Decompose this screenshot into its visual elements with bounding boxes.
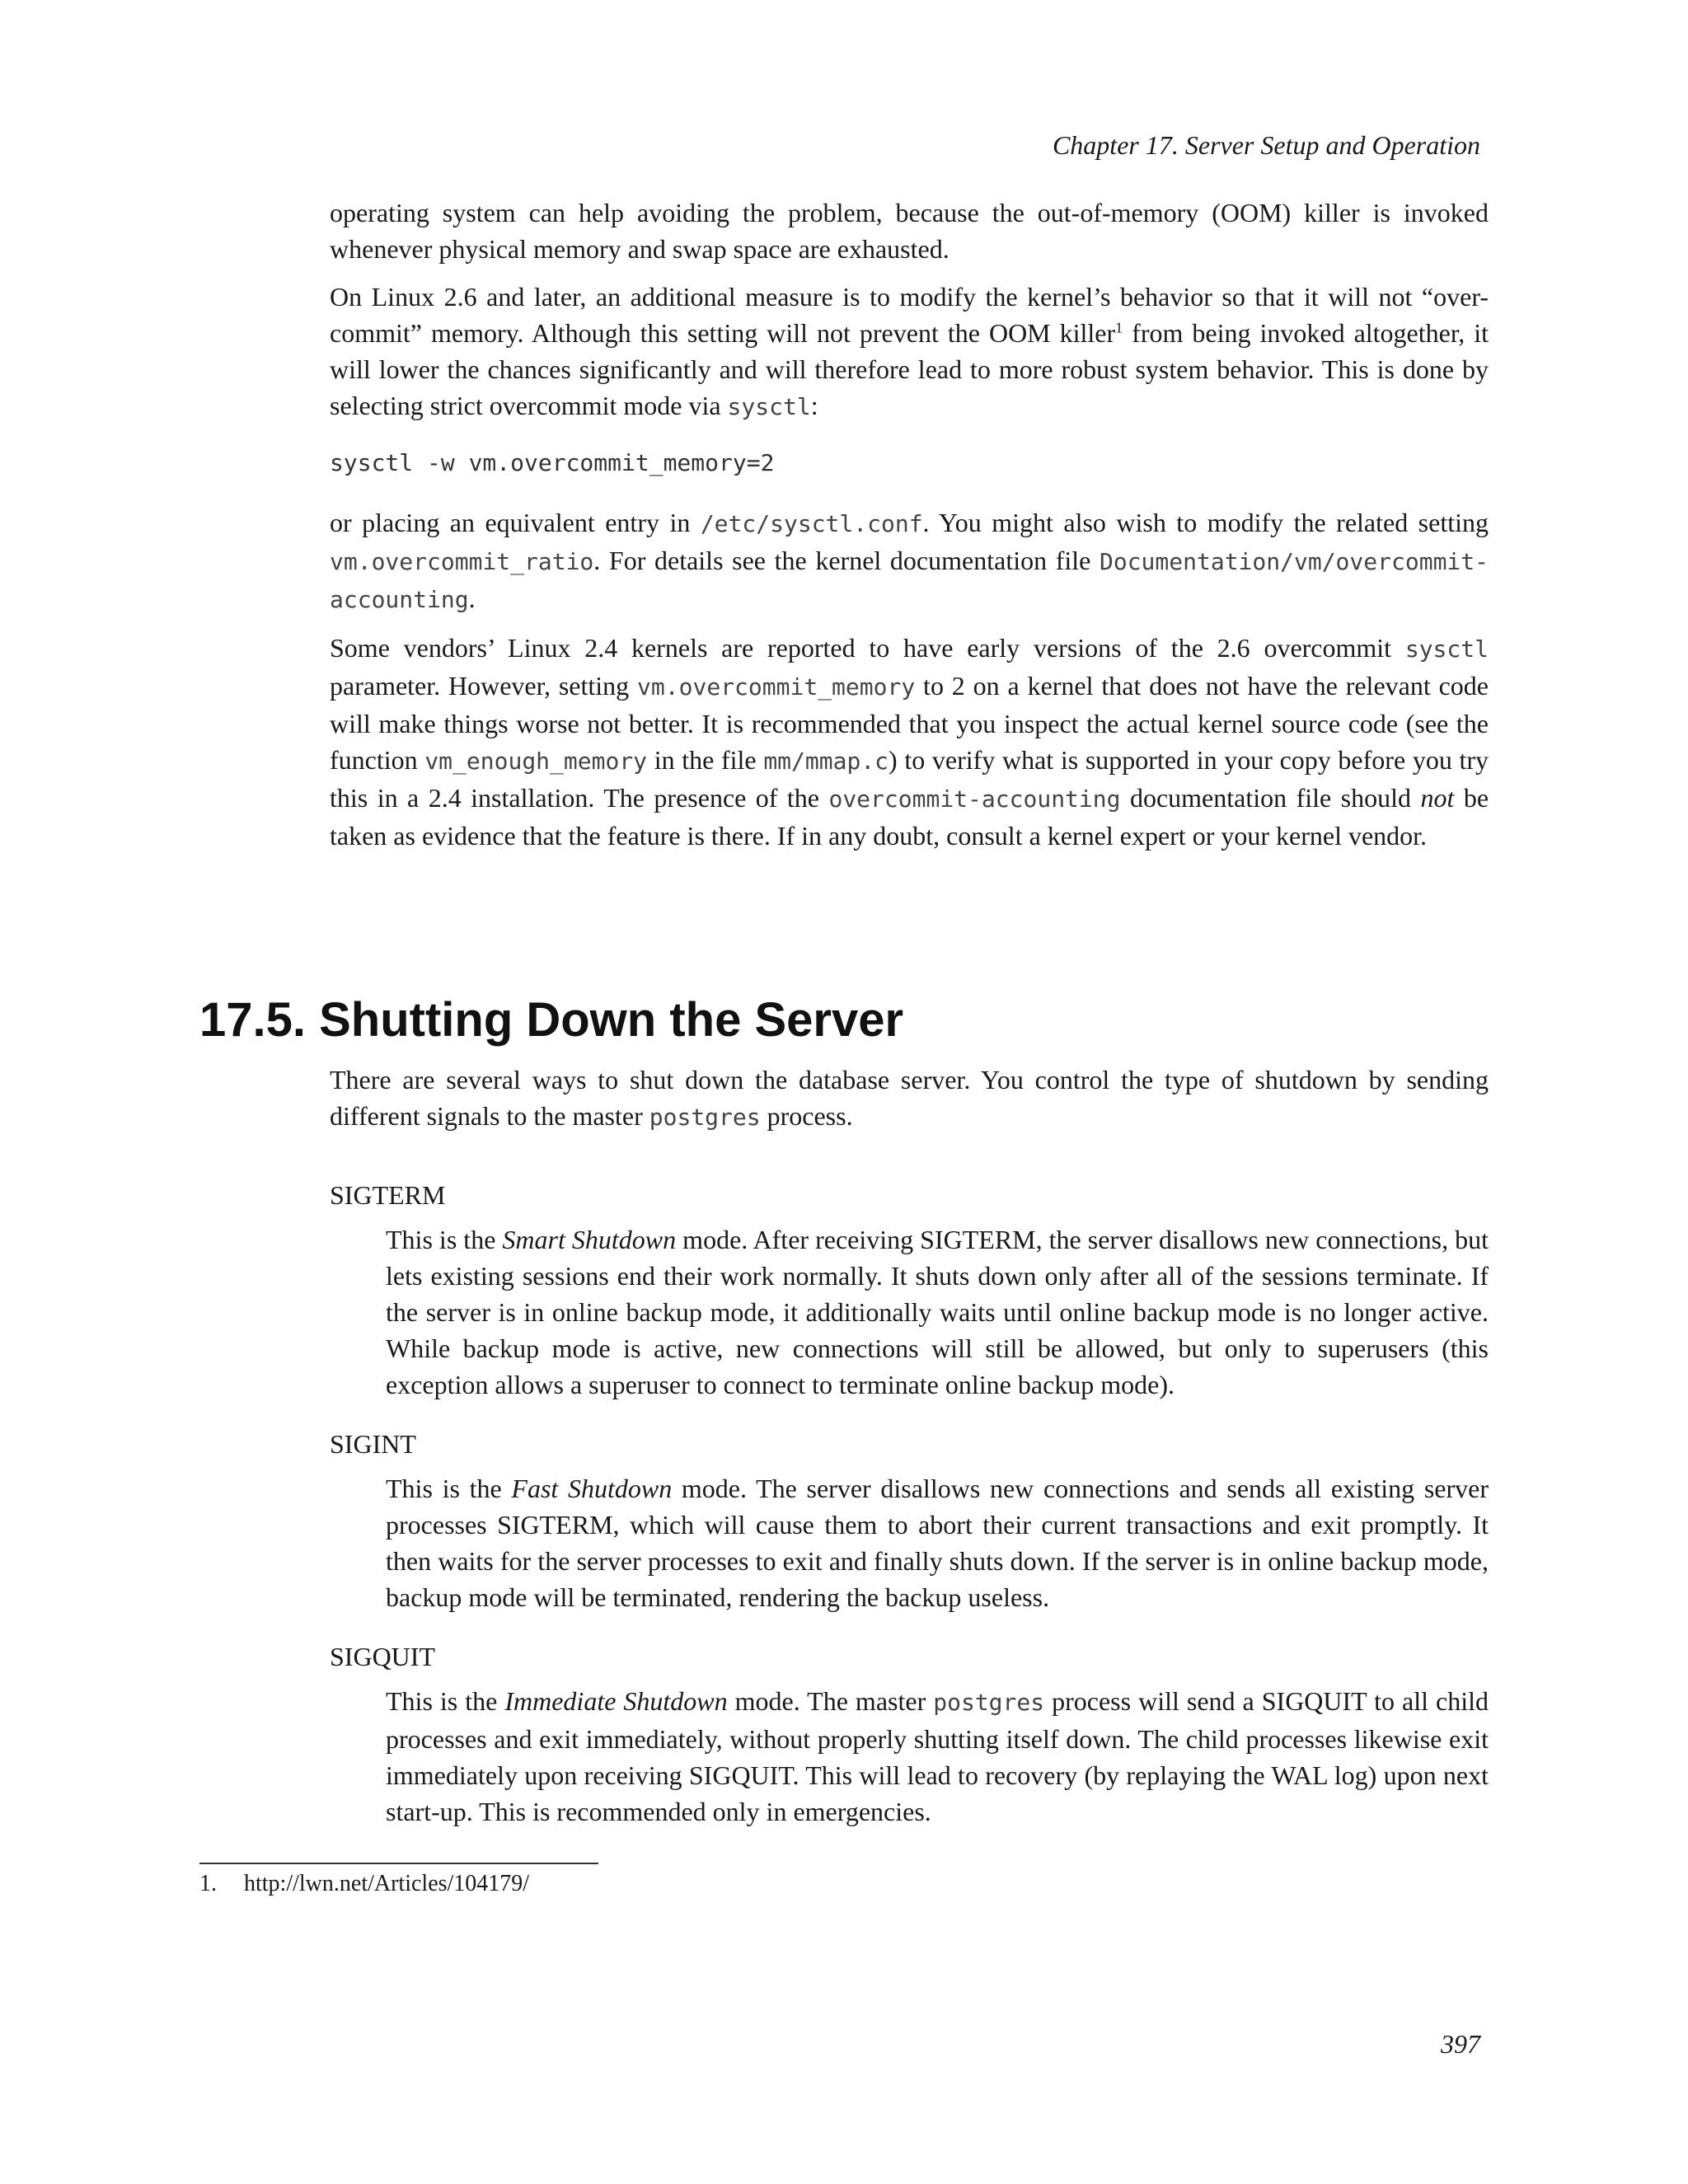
emphasis: not: [1420, 783, 1455, 813]
emphasis: Smart Shutdown: [502, 1225, 677, 1254]
inline-code: sysctl: [1404, 635, 1489, 663]
text-run: from being invoked altogether, it will lower the chances significantly and will therefore lead to more robust system behavior. This is done by selecting strict overcommit mode via: [330, 318, 1489, 420]
text-run: in the file: [647, 745, 764, 775]
running-header: Chapter 17. Server Setup and Operation: [1052, 130, 1480, 160]
inline-code: vm.overcommit_ratio: [330, 548, 594, 575]
paragraph-oom-intro: operating system can help avoiding the problem, because the out-of-memory (OOM) killer is invoked whenever physical memory and swap space are exhausted.: [330, 198, 1489, 264]
top-body: [330, 194, 1489, 865]
inline-code: /etc/sysctl.conf: [700, 510, 923, 537]
paragraph-shutdown-intro: [330, 1062, 1489, 1136]
text-run: This is the: [386, 1474, 512, 1503]
text-run: This is the: [386, 1686, 505, 1716]
footnote-number: 1.: [199, 1871, 217, 1896]
text-run: . You might also wish to modify the related setting: [922, 508, 1489, 537]
term-sigint: SIGINT: [330, 1429, 416, 1459]
footnote-link[interactable]: http://lwn.net/Articles/104179/: [244, 1871, 530, 1896]
definition-sigint: [386, 1470, 1489, 1615]
text-run: process will send a SIGQUIT to all child processes and exit immediately, without properly shutting itself down. The child processes likewise exit immediately upon receiving SIGQUIT. This will lead to recovery (by replaying the WAL log) upon next start-up. This is recommended only in emergencies.: [386, 1686, 1489, 1826]
inline-code: mm/mmap.c: [763, 748, 889, 775]
code-block-sysctl: sysctl -w vm.overcommit_memory=2: [330, 449, 775, 476]
text-run: . For details see the kernel documentation file: [593, 546, 1100, 575]
emphasis: Immediate Shutdown: [504, 1686, 728, 1716]
text-run: be taken as evidence that the feature is there. If in any doubt, consult a kernel expert or your kernel vendor.: [330, 783, 1489, 851]
paragraph-vendors: [330, 630, 1489, 854]
inline-code: postgres: [933, 1689, 1045, 1716]
inline-code: Documentation/vm/overcommit-accounting: [330, 548, 1489, 613]
text-run: Some vendors’ Linux 2.4 kernels are reported to have early versions of the 2.6 overcommit: [330, 633, 1405, 663]
text-run: .: [468, 583, 476, 613]
term-sigquit: SIGQUIT: [330, 1642, 435, 1671]
text-run: ) to verify what is supported in your copy before you try this in a 2.4 installation. The presence of the: [330, 745, 1489, 813]
emphasis: Fast Shutdown: [511, 1474, 673, 1503]
text-run: On Linux 2.6 and later, an additional measure is to modify the kernel’s behavior so that it will not “over-commit” memory. Although this setting will not prevent the OOM killer: [330, 282, 1489, 348]
text-run: :: [810, 391, 818, 420]
text-run: process.: [760, 1101, 853, 1131]
section-heading: 17.5. Shutting Down the Server: [199, 993, 904, 1047]
section-body: [330, 1062, 1489, 1838]
text-run: documentation file should: [1120, 783, 1421, 813]
footnote-separator: [199, 1863, 598, 1864]
text-run: mode. After receiving SIGTERM, the server disallows new connections, but lets existing sessions end their work normally. It shuts down only after all of the sessions terminate. If the server is in online backup mode, it additionally waits until online backup mode is no longer active. While backup mode is active, new connections will still be allowed, but only to superusers (this exception allows a superuser to connect to terminate online backup mode).: [386, 1225, 1489, 1399]
text-run: mode. The server disallows new connections and sends all existing server processes SIGTERM, which will cause them to abort their current transactions and exit promptly. It then waits for the server processes to exit and finally shuts down. If the server is in online backup mode, backup mode will be terminated, rendering the backup useless.: [386, 1474, 1489, 1612]
inline-code: vm.overcommit_memory: [637, 673, 916, 701]
text-run: parameter. However, setting: [330, 671, 638, 701]
paragraph-sysctl-conf: [330, 504, 1489, 618]
text-run: This is the: [386, 1225, 503, 1254]
definition-sigterm: [386, 1221, 1489, 1403]
term-sigterm: SIGTERM: [330, 1180, 446, 1210]
page-number: 397: [1441, 2029, 1480, 2059]
text-run: to 2 on a kernel that does not have the relevant code will make things worse not better. It is recommended that you inspect the actual kernel source code (see the function: [330, 671, 1489, 775]
text-run: or placing an equivalent entry in: [330, 508, 701, 537]
inline-code: postgres: [649, 1104, 761, 1131]
inline-code: overcommit-accounting: [828, 785, 1121, 813]
definition-sigquit: [386, 1683, 1489, 1830]
paragraph-overcommit: [330, 279, 1489, 425]
text-run: mode. The master: [727, 1686, 934, 1716]
signal-list: [330, 1177, 1489, 1830]
text-run: There are several ways to shut down the database server. You control the type of shutdown by sending different signals to the master: [330, 1065, 1489, 1131]
inline-code: sysctl: [727, 393, 811, 420]
inline-code: vm_enough_memory: [424, 748, 648, 775]
footnote-ref[interactable]: 1: [1115, 319, 1123, 336]
footnote: [199, 1869, 529, 1899]
